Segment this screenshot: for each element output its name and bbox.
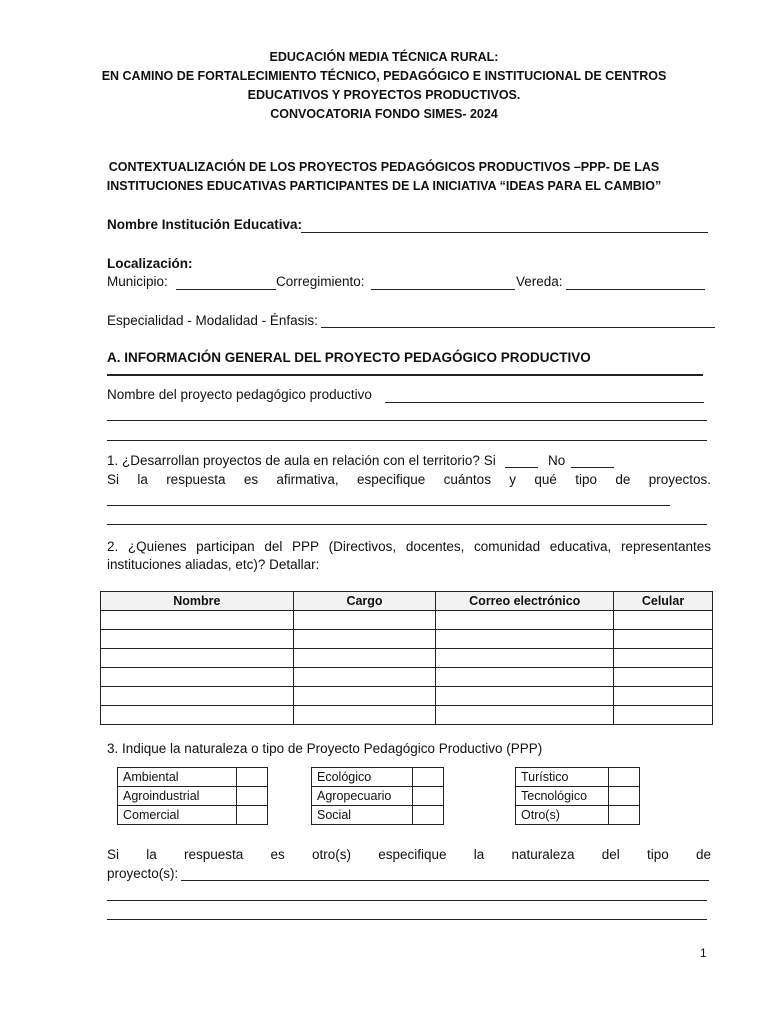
institucion-label: Nombre Institución Educativa: (107, 217, 303, 232)
subheader-line-2: INSTITUCIONES EDUCATIVAS PARTICIPANTES DE LA INICIATIVA “IDEAS PARA EL CAMBIO” (106, 179, 662, 193)
q1-followup-word: cuántos (443, 472, 491, 487)
q2-text-word: representantes (620, 539, 711, 554)
q2-text-line-2: instituciones aliadas, etc)? Detallar: (107, 557, 320, 572)
q1-followup-text (107, 472, 711, 487)
q1-no-field[interactable] (571, 467, 614, 468)
q1-answer-line-2[interactable] (107, 524, 707, 525)
option-box-comercial[interactable] (237, 806, 268, 825)
section-a-divider (107, 374, 703, 376)
option-box-ecologico[interactable] (413, 768, 444, 787)
table-cell[interactable] (293, 630, 436, 649)
option-label-agroindustrial: Agroindustrial (118, 787, 237, 806)
option-label-tecnologico: Tecnológico (516, 787, 609, 806)
table-cell[interactable] (101, 687, 294, 706)
q3-followup-word: Si (107, 847, 120, 862)
option-box-agropecuario[interactable] (413, 787, 444, 806)
q2-text-word: del (264, 539, 283, 554)
nombre-proyecto-line-3[interactable] (107, 440, 707, 441)
table-cell[interactable] (436, 668, 614, 687)
option-box-social[interactable] (413, 806, 444, 825)
header-line-4: CONVOCATORIA FONDO SIMES- 2024 (270, 107, 498, 121)
q1-text: 1. ¿Desarrollan proyectos de aula en relación con el territorio? Si (107, 453, 496, 468)
table-cell[interactable] (101, 668, 294, 687)
q3-followup-text (107, 847, 711, 862)
table-cell[interactable] (614, 687, 713, 706)
table-row (101, 611, 713, 630)
table-cell[interactable] (614, 611, 713, 630)
municipio-field[interactable] (176, 289, 276, 290)
corregimiento-field[interactable] (371, 289, 515, 290)
column-header-celular: Celular (614, 592, 713, 611)
header-line-3: EDUCATIVOS Y PROYECTOS PRODUCTIVOS. (247, 88, 521, 102)
participants-table-header (101, 592, 713, 611)
q3-followup-word: de (695, 847, 711, 862)
nombre-proyecto-label: Nombre del proyecto pedagógico productivo (107, 387, 372, 402)
option-group-1 (117, 767, 268, 825)
table-row (101, 630, 713, 649)
q1-followup-word: y (509, 472, 517, 487)
document-subheader (60, 158, 708, 196)
option-label-otros: Otro(s) (516, 806, 609, 825)
option-label-social: Social (312, 806, 413, 825)
table-cell[interactable] (614, 630, 713, 649)
table-cell[interactable] (293, 668, 436, 687)
q1-followup-word: la (137, 472, 148, 487)
option-box-agroindustrial[interactable] (237, 787, 268, 806)
participants-table (100, 591, 713, 725)
document-header (60, 48, 708, 124)
q1-followup-word: proyectos. (648, 472, 711, 487)
q3-followup-word: es (270, 847, 285, 862)
option-group-3 (515, 767, 640, 825)
option-box-tecnologico[interactable] (609, 787, 640, 806)
table-row (101, 706, 713, 725)
header-line-1: EDUCACIÓN MEDIA TÉCNICA RURAL: (269, 50, 499, 64)
table-row (101, 687, 713, 706)
q3-text: 3. Indique la naturaleza o tipo de Proyecto Pedagógico Productivo (PPP) (107, 741, 543, 756)
table-cell[interactable] (436, 630, 614, 649)
option-group-2 (311, 767, 444, 825)
nombre-proyecto-line-2[interactable] (107, 420, 707, 421)
table-cell[interactable] (436, 706, 614, 725)
column-header-correo: Correo electrónico (436, 592, 614, 611)
q3-followup-word: naturaleza (511, 847, 575, 862)
option-label-turistico: Turístico (516, 768, 609, 787)
q1-followup-word: de (615, 472, 631, 487)
q3-answer-line-3[interactable] (107, 919, 707, 920)
q3-followup-word: otro(s) (311, 847, 351, 862)
q1-followup-word: afirmativa, (276, 472, 339, 487)
q1-followup-word: qué (534, 472, 557, 487)
table-cell[interactable] (614, 649, 713, 668)
vereda-field[interactable] (566, 289, 705, 290)
localizacion-label: Localización: (107, 256, 193, 271)
table-cell[interactable] (101, 630, 294, 649)
option-box-ambiental[interactable] (237, 768, 268, 787)
q3-followup-word: respuesta (183, 847, 244, 862)
table-cell[interactable] (293, 611, 436, 630)
q2-text-word: 2. (107, 539, 119, 554)
q2-text-word: (Directivos, (328, 539, 397, 554)
option-label-ecologico: Ecológico (312, 768, 413, 787)
q2-text-word: comunidad (474, 539, 541, 554)
table-cell[interactable] (436, 687, 614, 706)
table-cell[interactable] (436, 611, 614, 630)
column-header-nombre: Nombre (101, 592, 294, 611)
q1-followup-word: es (243, 472, 259, 487)
q1-followup-word: especifique (357, 472, 426, 487)
option-box-otros[interactable] (609, 806, 640, 825)
option-label-agropecuario: Agropecuario (312, 787, 413, 806)
q3-followup-word: la (146, 847, 157, 862)
table-cell[interactable] (293, 687, 436, 706)
q2-text-word: docentes, (405, 539, 465, 554)
q2-text-word: ¿Quienes (127, 539, 187, 554)
header-line-2: EN CAMINO DE FORTALECIMIENTO TÉCNICO, PEDAGÓGICO E INSTITUCIONAL DE CENTROS (101, 69, 667, 83)
q3-followup-word: especifique (378, 847, 447, 862)
vereda-label: Vereda: (516, 274, 563, 289)
table-cell[interactable] (101, 611, 294, 630)
table-cell[interactable] (614, 706, 713, 725)
column-header-cargo: Cargo (293, 592, 436, 611)
q2-text-word: PPP (291, 539, 319, 554)
table-cell[interactable] (101, 649, 294, 668)
q1-followup-word: Si (107, 472, 120, 487)
q3-followup-word: del (601, 847, 620, 862)
table-cell[interactable] (293, 649, 436, 668)
table-cell[interactable] (436, 649, 614, 668)
q3-followup-word: la (473, 847, 485, 862)
q3-followup-line-2: proyecto(s): (107, 866, 179, 881)
institucion-field[interactable] (301, 232, 708, 233)
q2-text-word: educativa, (549, 539, 612, 554)
corregimiento-label: Corregimiento: (276, 274, 365, 289)
table-row (101, 649, 713, 668)
section-a-title: A. INFORMACIÓN GENERAL DEL PROYECTO PEDAGÓGICO PRODUCTIVO (107, 350, 591, 365)
option-box-turistico[interactable] (609, 768, 640, 787)
especialidad-label: Especialidad - Modalidad - Énfasis: (107, 313, 318, 328)
table-row (101, 668, 713, 687)
q3-followup-word: tipo (646, 847, 669, 862)
municipio-label: Municipio: (107, 274, 168, 289)
page-number: 1 (700, 946, 707, 960)
q1-answer-line-1[interactable] (107, 505, 670, 506)
option-label-comercial: Comercial (118, 806, 237, 825)
q3-answer-line-2[interactable] (107, 900, 707, 901)
table-cell[interactable] (293, 706, 436, 725)
subheader-line-1: CONTEXTUALIZACIÓN DE LOS PROYECTOS PEDAGÓGICOS PRODUCTIVOS –PPP- DE LAS (108, 160, 660, 174)
option-label-ambiental: Ambiental (118, 768, 237, 787)
table-cell[interactable] (101, 706, 294, 725)
q1-no-label: No (548, 453, 566, 468)
q3-answer-line-1[interactable] (181, 880, 709, 881)
table-cell[interactable] (614, 668, 713, 687)
q1-followup-word: tipo (575, 472, 597, 487)
nombre-proyecto-field[interactable] (385, 402, 704, 403)
q1-followup-word: respuesta (166, 472, 226, 487)
especialidad-field[interactable] (321, 327, 715, 328)
q2-text-line-1 (107, 539, 711, 554)
q2-text-word: participan (196, 539, 255, 554)
q1-si-field[interactable] (505, 467, 538, 468)
